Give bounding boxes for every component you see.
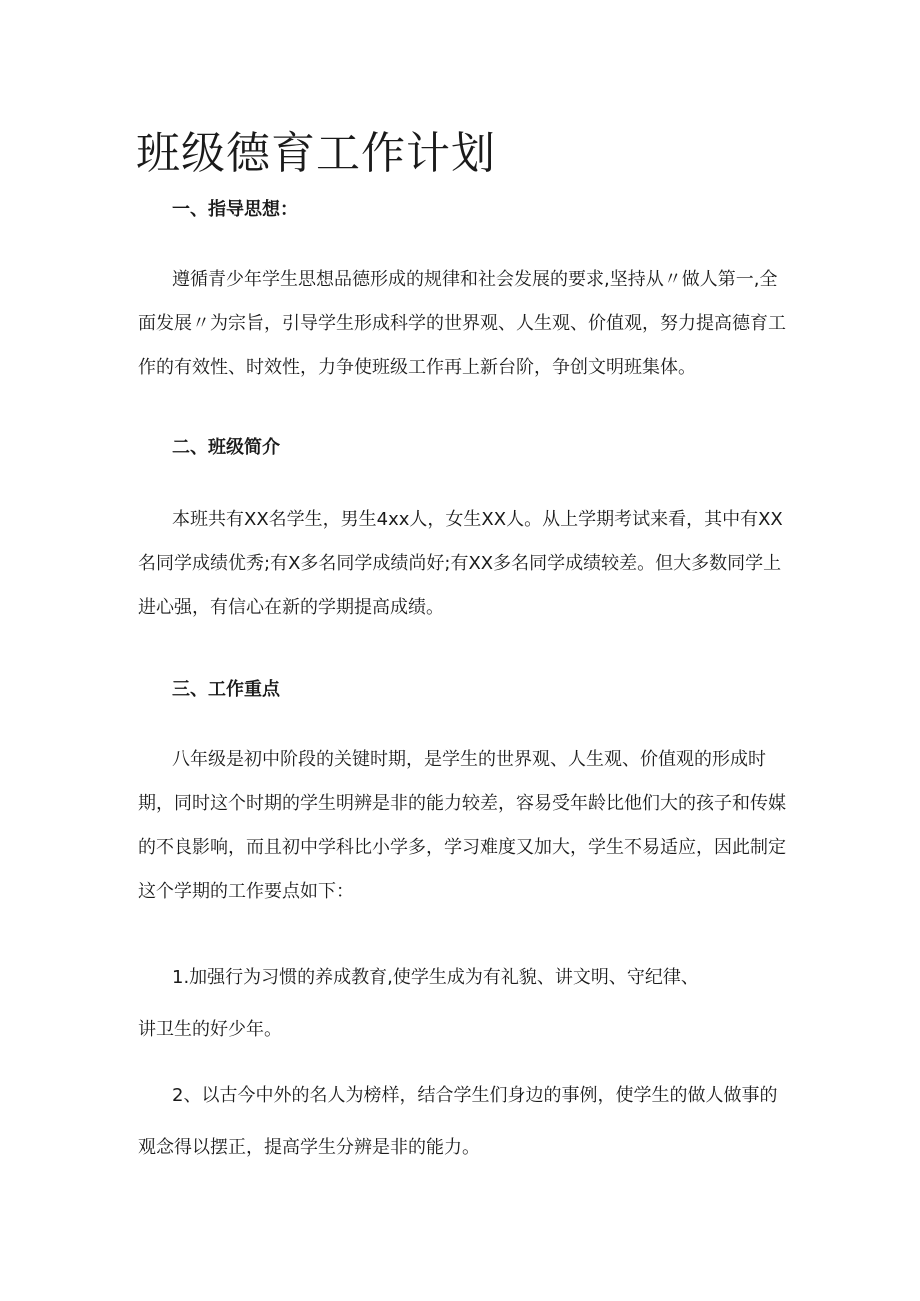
list-item-1-line-2: 讲卫生的好少年。 (138, 1019, 282, 1040)
section-heading-class-intro: 二、班级简介 (172, 437, 280, 458)
list-item-2-line-1: 2、以古今中外的名人为榜样，结合学生们身边的事例，使学生的做人做事的 (172, 1085, 778, 1106)
section-heading-guiding-ideology: 一、指导思想： (172, 199, 298, 220)
document-title: 班级德育工作计划 (136, 128, 496, 179)
list-item-2-line-2: 观念得以摆正，提高学生分辨是非的能力。 (138, 1137, 480, 1158)
list-item-1-line-1: 1.加强行为习惯的养成教育,使学生成为有礼貌、讲文明、守纪律、 (172, 967, 699, 988)
section-heading-work-focus: 三、工作重点 (172, 679, 280, 700)
section-paragraph-class-intro: 本班共有XX名学生，男生4xx人，女生XX人。从上学期考试来看，其中有XX名同学成绩优秀;有X多名同学成绩尚好;有XX多名同学成绩较差。但大多数同学上进心强，有信心在新的学期提高成绩。 (138, 509, 783, 618)
section-paragraph-guiding-ideology: 遵循青少年学生思想品德形成的规律和社会发展的要求,坚持从〃做人第一,全面发展〃为宗旨，引导学生形成科学的世界观、人生观、价值观，努力提高德育工作的有效性、时效性，力争使班级工作再上新台阶，争创文明班集体。 (138, 269, 786, 378)
section-paragraph-work-focus: 八年级是初中阶段的关键时期，是学生的世界观、人生观、价值观的形成时期，同时这个时期的学生明辨是非的能力较差，容易受年龄比他们大的孩子和传媒的不良影响，而且初中学科比小学多，学习难度又加大，学生不易适应，因此制定这个学期的工作要点如下： (138, 749, 786, 902)
